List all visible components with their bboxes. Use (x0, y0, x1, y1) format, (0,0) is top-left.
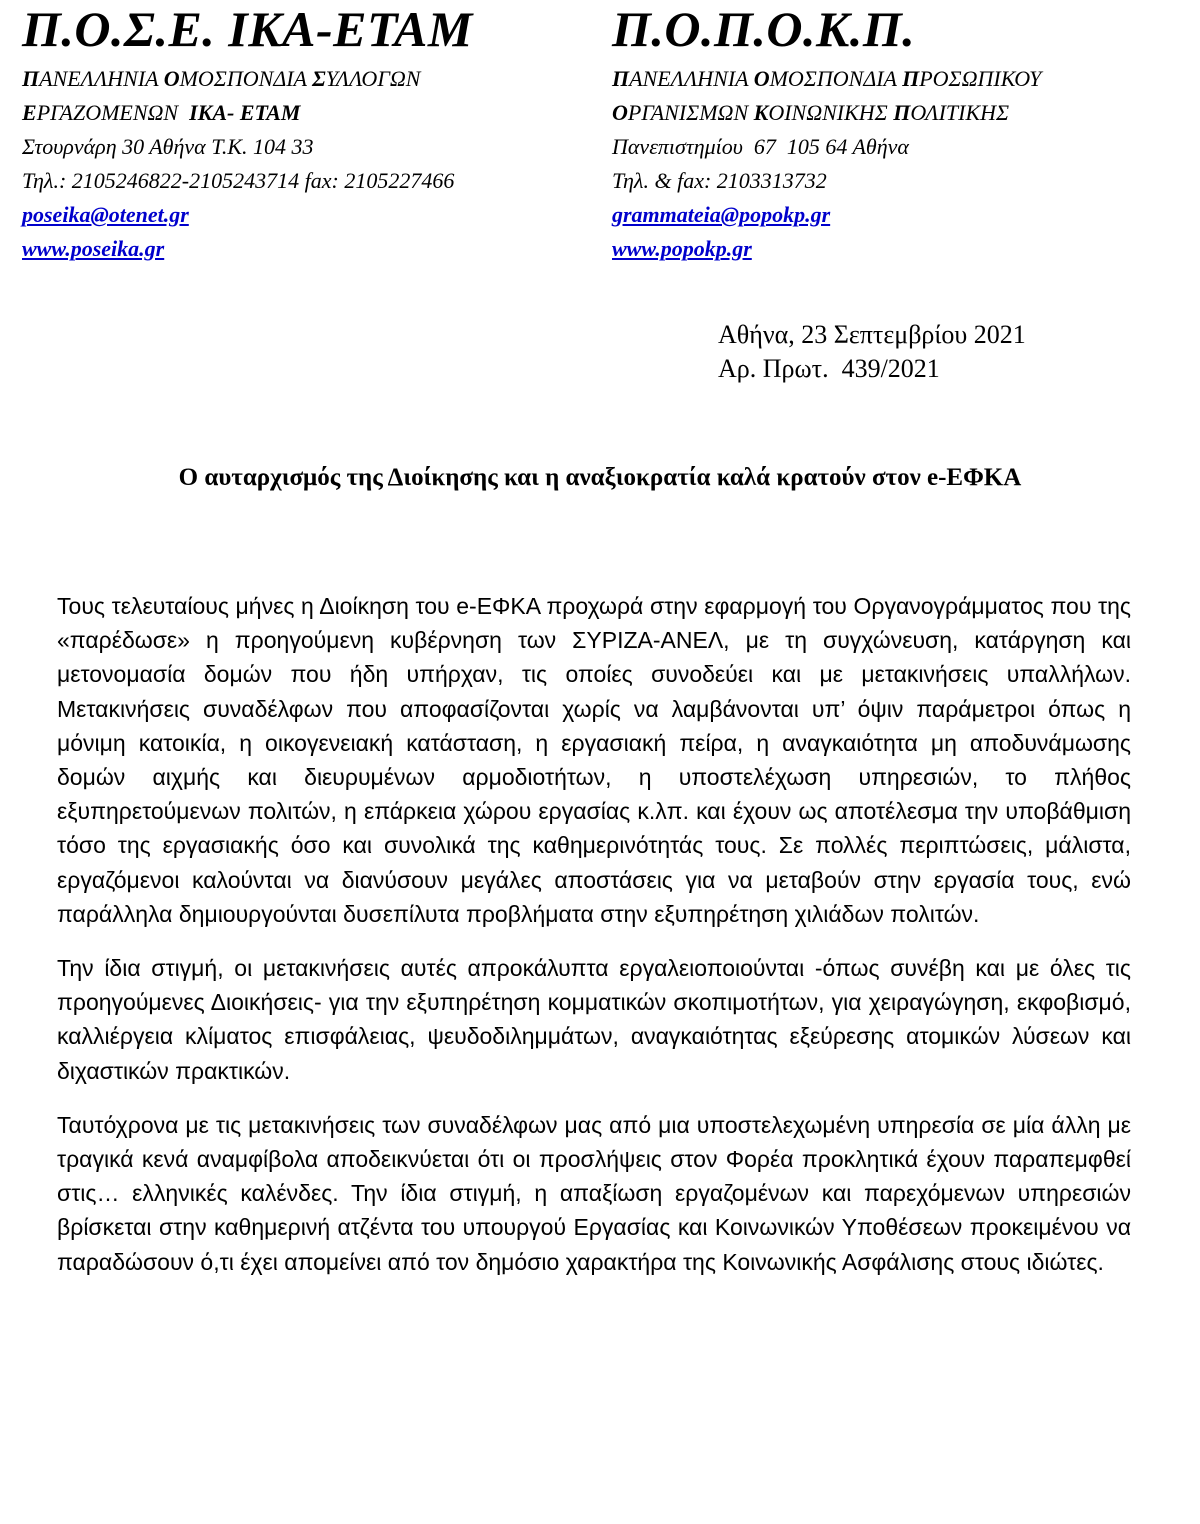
initial-letter: Σ (312, 66, 326, 91)
initial-letter: Ε (22, 100, 37, 125)
right-org-email-link[interactable]: grammateia@popokp.gr (612, 202, 831, 227)
document-body (57, 589, 1131, 1299)
left-org-name-line2 (22, 96, 592, 130)
word-rest: ΟΙΝΩΝΙΚΗΣ (768, 100, 894, 125)
word-rest: ΑΝΕΛΛΗΝΙΑ (629, 66, 754, 91)
left-org-name-line1 (22, 62, 592, 96)
word-rest: ΜΟΣΠΟΝΔΙΑ (769, 66, 903, 91)
initial-letter: Π (902, 66, 920, 91)
word-rest: ΑΝΕΛΛΗΝΙΑ (39, 66, 164, 91)
right-org-website-link[interactable]: www.popokp.gr (612, 236, 752, 261)
left-org-address: Στουρνάρη 30 Αθήνα Τ.Κ. 104 33 (22, 134, 314, 159)
initial-letter: Π (22, 66, 40, 91)
initial-letter: Ο (163, 66, 180, 91)
right-org-address: Πανεπιστημίου 67 105 64 Αθήνα (612, 134, 909, 159)
document-subject: Ο αυταρχισμός της Διοίκησης και η αναξιοκρατία καλά κρατούν στον e-ΕΦΚΑ (178, 464, 1022, 491)
left-org-email-link[interactable]: poseika@otenet.gr (22, 202, 189, 227)
initial-letter: Ο (753, 66, 770, 91)
left-org-abbreviation: Π.Ο.Σ.Ε. ΙΚΑ-ΕΤΑΜ (22, 1, 473, 57)
left-org-website-link[interactable]: www.poseika.gr (22, 236, 165, 261)
protocol-number: Αρ. Πρωτ. 439/2021 (718, 354, 940, 383)
initial-letter: Ο (612, 100, 628, 125)
initial-letter: Π (612, 66, 630, 91)
body-paragraph: Τους τελευταίους μήνες η Διοίκηση του e-ΕΦΚΑ προχωρά στην εφαρμογή του Οργανογράμματος που της «παρέδωσε» η προηγούμενη κυβέρνηση των ΣΥΡΙΖΑ-ΑΝΕΛ, με τη συγχώνευση, κατάργηση και μετονομασία δομών που ήδη υπήρχαν, τις οποίες συνοδεύει και με μετακινήσεις υπαλλήλων. Μετακινήσεις συναδέλφων που αποφασίζονται χωρίς να λαμβάνονται υπ’ όψιν παράμετροι όπως η μόνιμη κατοικία, η οικογενειακή κατάσταση, η εργασιακή πείρα, η αναγκαιότητα μη αποδυνάμωσης δομών αιχμής και διευρυμένων αρμοδιοτήτων, η υποστελέχωση υπηρεσιών, το πλήθος εξυπηρετούμενων πολιτών, η επάρκεια χώρου εργασίας κ.λπ. και έχουν ως αποτέλεσμα την υποβάθμιση τόσο της εργασιακής όσο και συνολικά της καθημερινότητάς τους. Σε πολλές περιπτώσεις, μάλιστα, εργαζόμενοι καλούνται να διανύσουν μεγάλες αποστάσεις για να μεταβούν στην εργασία τους, ενώ παράλληλα δημιουργούνται δυσεπίλυτα προβλήματα στην εξυπηρέτηση χιλιάδων πολιτών. (57, 593, 1131, 927)
left-org-phone: Τηλ.: 2105246822-2105243714 fax: 2105227466 (22, 168, 455, 193)
word-rest: ΡΓΑΖΟΜΕΝΩΝ (36, 100, 190, 125)
body-paragraph: Ταυτόχρονα με τις μετακινήσεις των συναδέλφων μας από μια υποστελεχωμένη υπηρεσία σε μία άλλη με τραγικά κενά αναμφίβολα αποδεικνύεται ότι οι προσλήψεις στον Φορέα προκλητικά έχουν παραπεμφθεί στις… ελληνικές καλένδες. Την ίδια στιγμή, η απαξίωση εργαζομένων και παρεχόμενων υπηρεσιών βρίσκεται στην καθημερινή ατζέντα του υπουργού Εργασίας και Κοινωνικών Υποθέσεων προκειμένου να παραδώσουν ό,τι έχει απομείνει από τον δημόσιο χαρακτήρα της Κοινωνικής Ασφάλισης στους ιδιώτες. (57, 1111, 1131, 1275)
word-rest: ΥΛΛΟΓΩΝ (325, 66, 421, 91)
left-org-header (22, 1, 592, 266)
right-org-header (612, 1, 1182, 266)
right-org-abbreviation: Π.Ο.Π.Ο.Κ.Π. (612, 1, 916, 57)
word-rest: ΟΛΙΤΙΚΗΣ (910, 100, 1010, 125)
right-org-name-line2 (612, 96, 1182, 130)
initial-letter: Κ (753, 100, 769, 125)
right-org-name-line1 (612, 62, 1182, 96)
word-rest: ΜΟΣΠΟΝΔΙΑ (179, 66, 313, 91)
date-line: Αθήνα, 23 Σεπτεμβρίου 2021 (718, 320, 1026, 349)
org-acronym: ΙΚΑ- ΕΤΑΜ (189, 100, 301, 125)
word-rest: ΡΓΑΝΙΣΜΩΝ (627, 100, 754, 125)
date-protocol-block (718, 318, 1026, 386)
body-paragraph: Την ίδια στιγμή, οι μετακινήσεις αυτές απροκάλυπτα εργαλειοποιούνται -όπως συνέβη και με όλες τις προηγούμενες Διοικήσεις- για την εξυπηρέτηση κομματικών σκοπιμοτήτων, για χειραγώγηση, εκφοβισμό, καλλιέργεια κλίματος επισφάλειας, ψευδοδιλημμάτων, αναγκαιότητας εξεύρεσης ατομικών λύσεων και διχαστικών πρακτικών. (57, 955, 1131, 1084)
initial-letter: Π (893, 100, 911, 125)
right-org-phone: Τηλ. & fax: 2103313732 (612, 168, 827, 193)
word-rest: ΡΟΣΩΠΙΚΟΥ (919, 66, 1042, 91)
